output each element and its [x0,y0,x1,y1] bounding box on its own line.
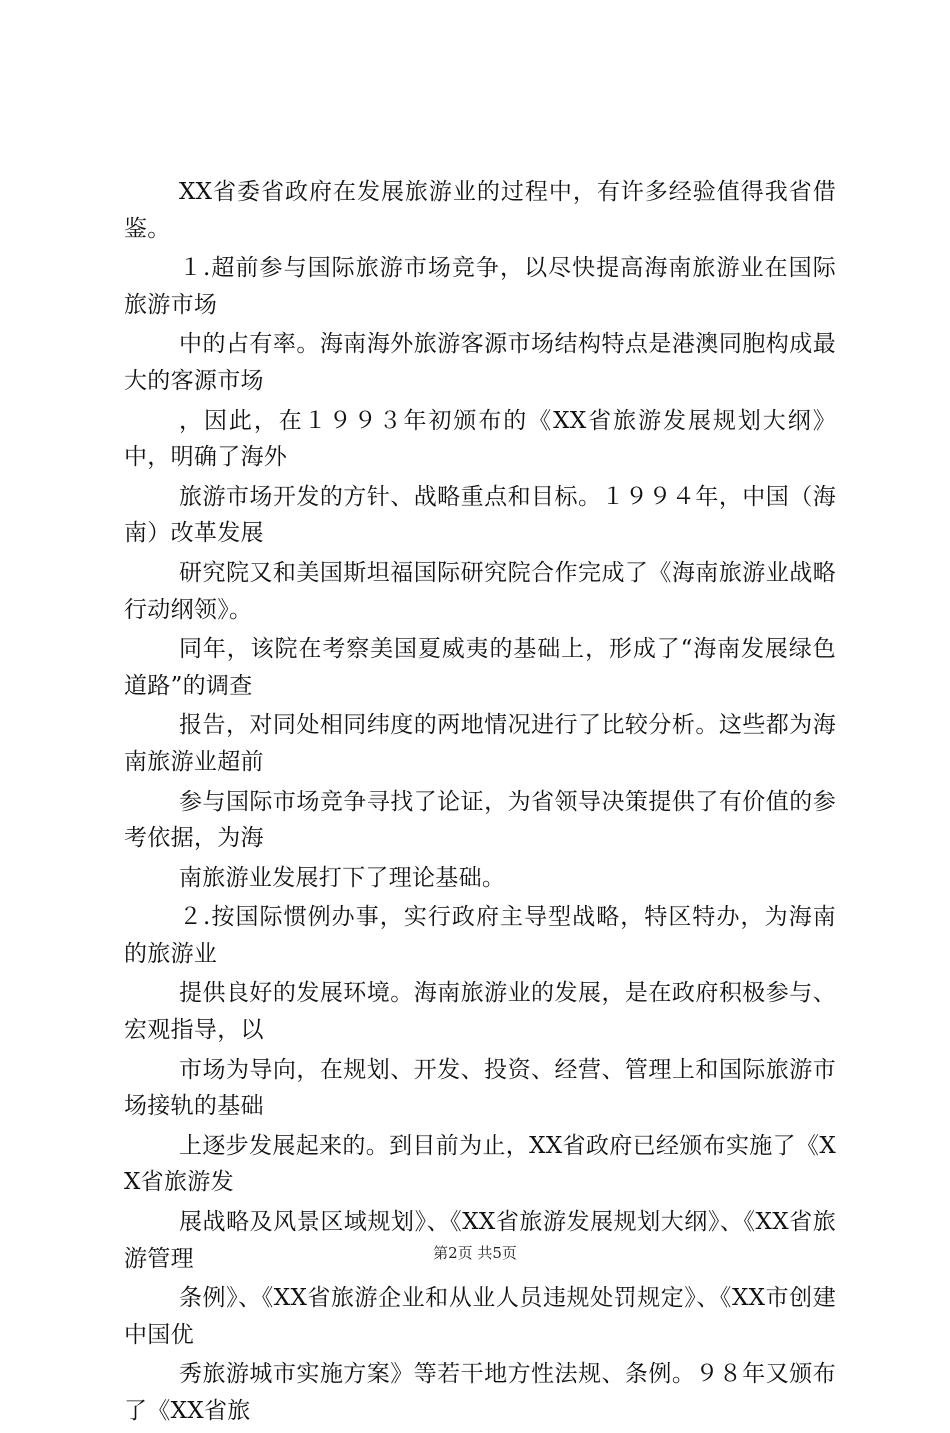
paragraph: 南旅游业发展打下了理论基础。 [179,864,506,891]
paragraph: 提供良好的发展环境。海南旅游业的发展，是在政府积极参与、宏观指导，以 [124,980,836,1044]
paragraph: 参与国际市场竞争寻找了论证，为省领导决策提供了有价值的参考依据，为海 [124,788,836,852]
paragraph: 市场为导向，在规划、开发、投资、经营、管理上和国际旅游市场接轨的基础 [124,1056,836,1120]
paragraph: ，因此，在１９９３年初颁布的《XX省旅游发展规划大纲》中，明确了海外 [124,407,836,471]
paragraph: 展战略及风景区域规划》、《XX省旅游发展规划大纲》、《XX省旅游管理 [124,1209,836,1272]
paragraph: 秀旅游城市实施方案》等若干地方性法规、条例。９８年又颁布了《XX省旅 [124,1361,836,1424]
paragraph: 上逐步发展起来的。到目前为止，XX省政府已经颁布实施了《XX省旅游发 [124,1132,836,1196]
paragraph: 旅游市场开发的方针、战略重点和目标。１９９４年，中国（海南）改革发展 [124,483,836,547]
paragraph: 条例》、《XX省旅游企业和从业人员违规处罚规定》、《XX市创建中国优 [124,1285,836,1348]
paragraph: 研究院又和美国斯坦福国际研究院合作完成了《海南旅游业战略行动纲领》。 [124,559,836,623]
paragraph: 中的占有率。海南海外旅游客源市场结构特点是港澳同胞构成最大的客源市场 [124,331,836,394]
paragraph: 报告，对同处相同纬度的两地情况进行了比较分析。这些都为海南旅游业超前 [124,712,836,775]
paragraph: １.超前参与国际旅游市场竞争，以尽快提高海南旅游业在国际旅游市场 [124,255,836,318]
paragraph: ２.按国际惯例办事，实行政府主导型战略，特区特办，为海南的旅游业 [124,904,836,967]
page-number-footer: 第2页 共5页 [433,1244,517,1262]
paragraph: 同年，该院在考察美国夏威夷的基础上，形成了“海南发展绿色道路”的调查 [124,636,836,699]
paragraph: XX省委省政府在发展旅游业的过程中，有许多经验值得我省借鉴。 [124,179,836,242]
